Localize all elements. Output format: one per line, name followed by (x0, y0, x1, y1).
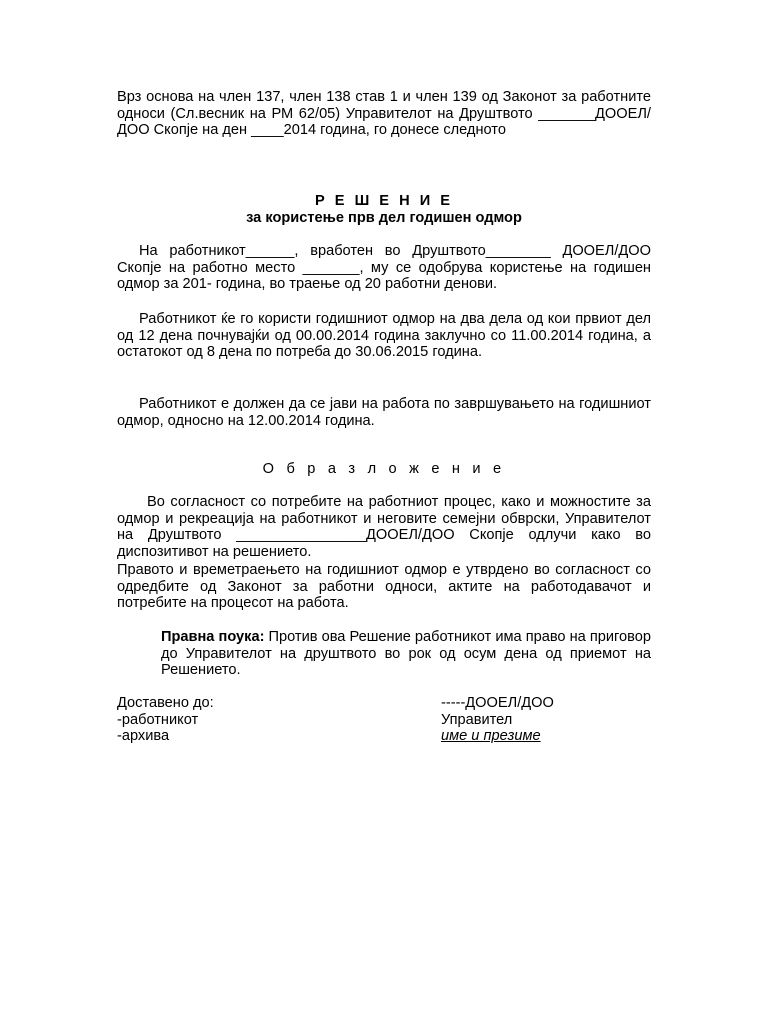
signature-name: име и презиме (441, 728, 541, 744)
reasoning-paragraph-1: Во согласност со потребите на работниот процес, како и можностите за одмор и рекреација на работникот и неговите семејни обврски, Управителот на Друштвото ________________ДООЕЛ/ДОО Скопје одлучи како во диспозитивот на решението. (117, 494, 651, 560)
signature-company: -----ДООЕЛ/ДОО (441, 695, 554, 711)
delivery-item-archive: -архива (117, 728, 170, 744)
signature-role: Управител (441, 711, 513, 728)
decision-subtitle: за користење прв дел годишен одмор (246, 210, 522, 226)
reasoning-paragraph-2: Правото и времетраењето на годишниот одмор е утврдено во согласност со одредбите од Законот за работни односи, актите на работодавачот и потребите на процесот на работа. (117, 562, 651, 611)
legal-note (161, 629, 651, 679)
legal-note-text: Против ова Решение работникот има право на приговор до Управителот на друштвото во рок од осум дена од приемот на Решението. (161, 629, 651, 678)
delivery-item-employee: -работникот (117, 711, 199, 728)
reasoning-title: О б р а з л о ж е н и е (262, 461, 506, 477)
paragraph-return: Работникот е должен да се јави на работа по завршувањето на годишниот одмор, односно на 12.00.2014 година. (117, 396, 651, 429)
delivery-block (117, 695, 367, 745)
signature-block (441, 695, 651, 745)
paragraph-usage: Работникот ќе го користи годишниот одмор на два дела од кои првиот дел од 12 дена почнувајќи од 00.00.2014 година заклучно со 11.00.2014 година, а остатокот од 8 дена по потреба до 30.06.2015 година. (117, 311, 651, 360)
delivery-label: Доставено до: (117, 695, 214, 711)
intro-paragraph: Врз основа на член 137, член 138 став 1 и член 139 од Законот за работните односи (Сл.весник на РМ 62/05) Управителот на Друштвото _______ДООЕЛ/ ДОО Скопје на ден ____2014 година, го донесе следното (117, 89, 651, 138)
legal-note-label: Правна поука: (161, 629, 265, 645)
decision-title: Р Е Ш Е Н И Е (315, 193, 453, 209)
paragraph-approval: На работникот______, вработен во Друштвото________ ДООЕЛ/ДОО Скопје на работно место _______, му се одобрува користење на годишен одмор за 201- година, во траење од 20 работни денови. (117, 243, 651, 292)
